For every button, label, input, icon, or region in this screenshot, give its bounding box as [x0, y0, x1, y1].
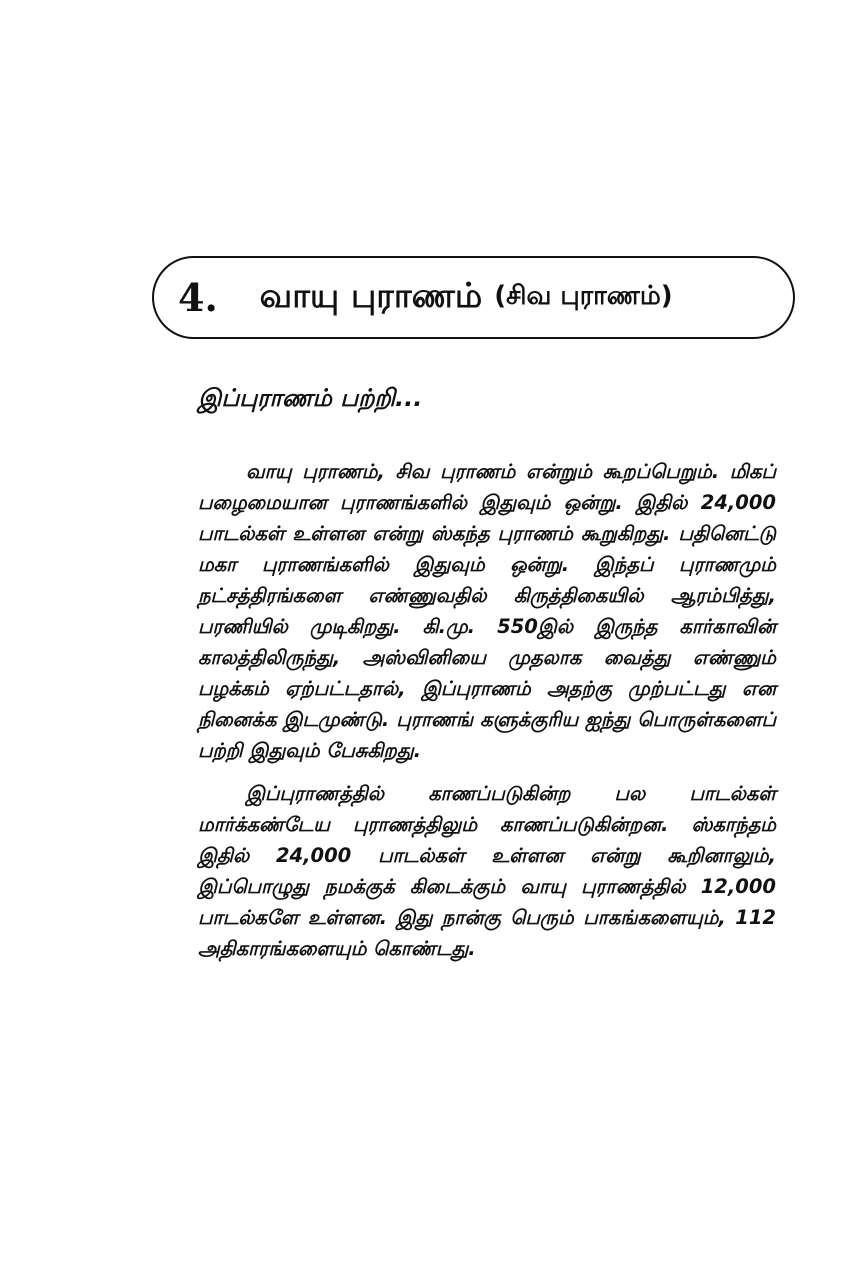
paragraph-2: இப்புராணத்தில் காணப்படுகின்ற பல பாடல்கள் மார்க்கண்டேய புராணத்திலும் காணப்படுகின்றன. ஸ்காந்தம் இதில் 24,000 பாடல்கள் உள்ளன என்று கூறினாலும், இப்பொழுது நமக்குக் கிடைக்கும் வாயு புராணத்தில் 12,000 பாடல்களே உள்ளன. இது நான்கு பெரும் பாகங்களையும், 112 அதிகாரங்களையும் கொண்டது. — [198, 782, 776, 960]
chapter-number: 4. — [178, 275, 218, 320]
paragraph-1: வாயு புராணம், சிவ புராணம் என்றும் கூறப்பெறும். மிகப் பழைமையான புராணங்களில் இதுவும் ஒன்று. இதில் 24,000 பாடல்கள் உள்ளன என்று ஸ்கந்த புராணம் கூறுகிறது. பதினெட்டு மகா புராணங்களில் இதுவும் ஒன்று. இந்தப் புராணமும் நட்சத்திரங்களை எண்ணுவதில் கிருத்திகையில் ஆரம்பித்து, பரணியில் முடிகிறது. கி.மு. 550இல் இருந்த கார்காவின் காலத்திலிருந்து, அஸ்வினியை முதலாக வைத்து எண்ணும் பழக்கம் ஏற்பட்டதால், இப்புராணம் அதற்கு முற்பட்டது என நினைக்க இடமுண்டு. புராணங் களுக்குரிய ஐந்து பொருள்களைப் பற்றி இதுவும் பேசுகிறது. — [198, 460, 776, 762]
chapter-heading-box — [152, 256, 795, 339]
chapter-title: வாயு புராணம் — [259, 275, 483, 316]
chapter-subtitle: (சிவ புராணம்) — [494, 281, 673, 311]
body-text — [198, 456, 776, 976]
section-heading: இப்புராணம் பற்றி... — [198, 384, 423, 412]
